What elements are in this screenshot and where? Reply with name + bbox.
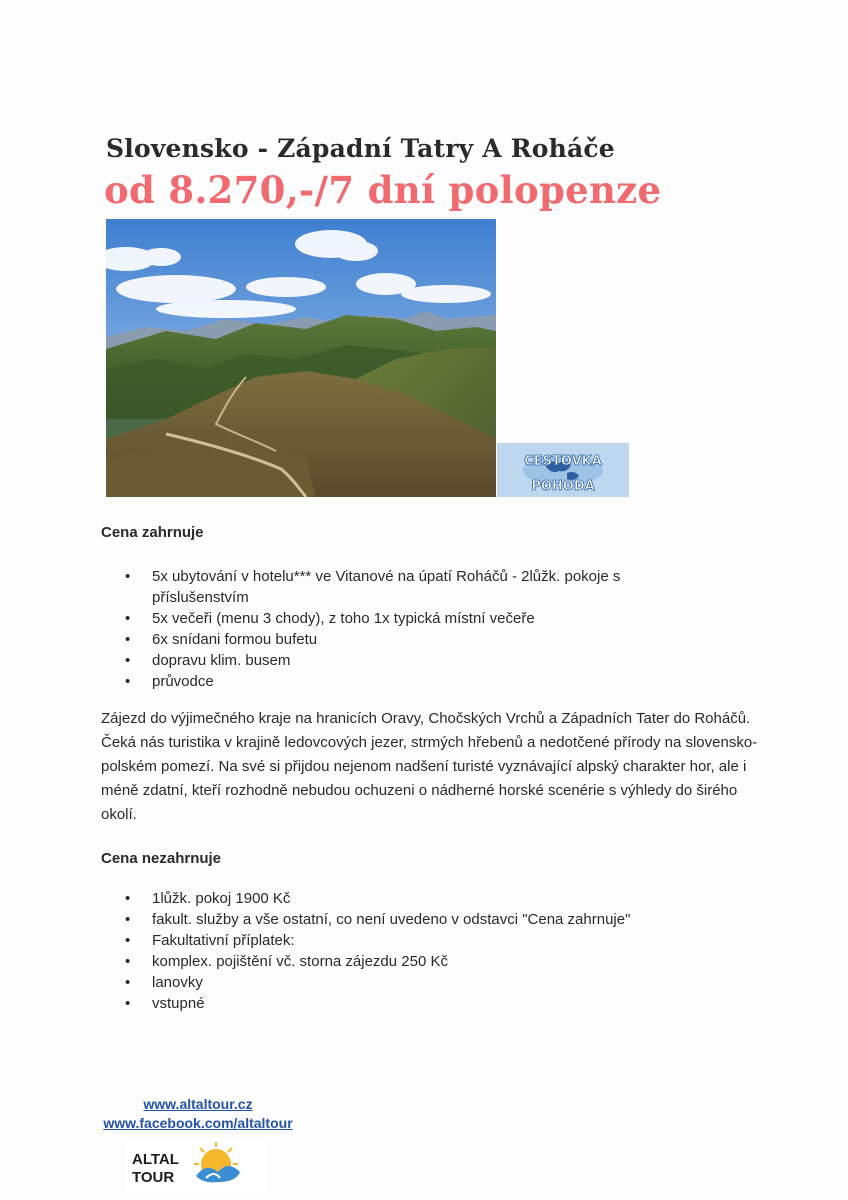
list-item: • 6x snídani formou bufetu xyxy=(125,631,318,648)
bullet-icon: • xyxy=(125,890,131,907)
not-included-heading: Cena nezahrnuje xyxy=(101,850,222,867)
logo-line1: ALTAL xyxy=(132,1151,179,1168)
bullet-icon: • xyxy=(125,953,131,970)
list-item: • fakult. služby a vše ostatní, co není uvedeno v odstavci "Cena zahrnuje" xyxy=(125,911,631,928)
list-item: • průvodce xyxy=(125,673,214,690)
logo-text-top: CESTOVKA xyxy=(524,454,602,469)
list-item: • 5x večeři (menu 3 chody), z toho 1x typická místní večeře xyxy=(125,610,535,627)
page-title: Slovensko - Západní Tatry A Roháče xyxy=(106,134,615,163)
bullet-icon: • xyxy=(125,610,131,627)
facebook-link[interactable]: www.facebook.com/altaltour xyxy=(103,1115,293,1131)
bullet-icon: • xyxy=(125,911,131,928)
bullet-icon: • xyxy=(125,995,131,1012)
list-item: • Fakultativní příplatek: xyxy=(125,932,295,949)
cestovka-pohoda-logo xyxy=(497,443,629,497)
list-item: • komplex. pojištění vč. storna zájezdu 250 Kč xyxy=(125,953,448,970)
price-headline: od 8.270,-/7 dní polopenze xyxy=(104,168,662,212)
included-heading: Cena zahrnuje xyxy=(101,524,204,541)
list-item: • vstupné xyxy=(125,995,205,1012)
tour-description: Zájezd do výjimečného kraje na hranicích Oravy, Chočských Vrchů a Západních Tater do Roháčů. Čeká nás turistika v krajině ledovcových jezer, strmých hřebenů a nedotčené přírody na slovensko-polském pomezí. Na své si přijdou nejenom nadšení turisté vyznávající alpský charakter hor, ale i méně zdatní, kteří rozhodně nebudou ochuzeni o nádherné horské scenérie s výhledy do širého okolí. xyxy=(101,710,758,823)
mountain-photo xyxy=(106,219,496,497)
altal-tour-logo xyxy=(126,1140,266,1192)
bullet-icon: • xyxy=(125,974,131,991)
website-link[interactable]: www.altaltour.cz xyxy=(143,1096,253,1112)
list-item: • 5x ubytování v hotelu*** ve Vitanové na úpatí Roháčů - 2lůžk. pokoje s příslušenstvím xyxy=(125,568,621,606)
not-included-list xyxy=(101,888,701,1014)
bullet-icon: • xyxy=(125,673,131,690)
included-list xyxy=(101,566,701,692)
footer-links xyxy=(98,1095,298,1133)
list-item: • dopravu klim. busem xyxy=(125,652,291,669)
list-item: • lanovky xyxy=(125,974,203,991)
bullet-icon: • xyxy=(125,932,131,949)
logo-text-bottom: POHODA xyxy=(531,479,595,494)
list-item: • 1lůžk. pokoj 1900 Kč xyxy=(125,890,291,907)
bullet-icon: • xyxy=(125,631,131,648)
logo-line2: TOUR xyxy=(132,1169,175,1186)
bullet-icon: • xyxy=(125,652,131,669)
bullet-icon: • xyxy=(125,568,131,585)
